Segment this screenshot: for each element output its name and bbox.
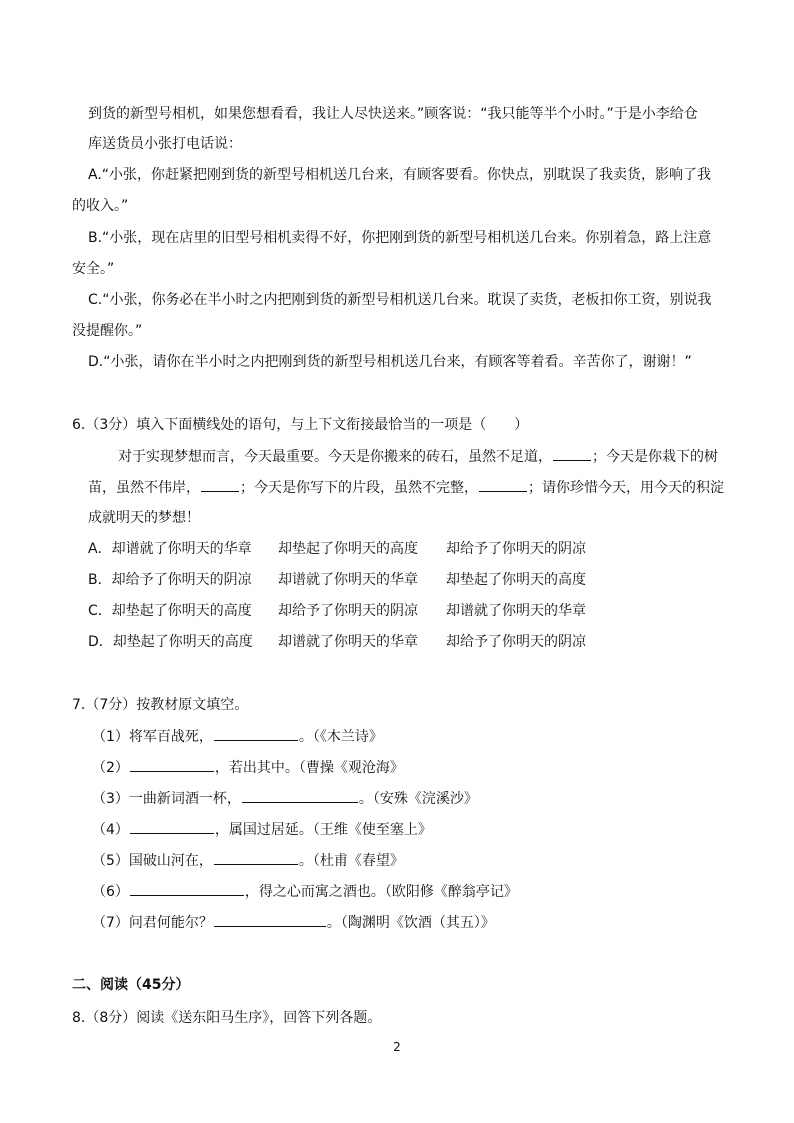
q7-item-1-source: 。（《木兰诗》 <box>298 729 383 745</box>
q7-item-6-source: ，得之心而寓之酒也。（欧阳修《醉翁亭记》 <box>244 884 518 900</box>
q6-blank-1[interactable] <box>553 446 591 461</box>
q5-option-a-line1: A.“小张，你赶紧把刚到货的新型号相机送几台来，有顾客要看。你快点，别耽误了我卖货，影响了我 <box>88 167 712 183</box>
q7-blank-3[interactable] <box>242 788 358 803</box>
q6-p2-c: ；请你珍惜今天，用今天的积淀 <box>528 480 724 496</box>
q5-option-c-line2: 没提醒你。” <box>72 323 143 339</box>
q7-blank-7[interactable] <box>214 912 326 927</box>
q6-option-c-col3: 却谱就了你明天的华章 <box>446 603 586 619</box>
q5-option-d: D.“小张，请你在半小时之内把刚到货的新型号相机送几台来，有顾客等着看。辛苦你了，谢谢！” <box>88 354 692 370</box>
q5-option-a-line2: 的收入。” <box>72 198 129 214</box>
q6-option-a-col1: A．却谱就了你明天的华章 <box>88 541 252 557</box>
q6-option-b-col3: 却垫起了你明天的高度 <box>446 572 586 588</box>
q6-option-d-col3: 却给予了你明天的阴凉 <box>446 634 586 650</box>
q7-blank-6[interactable] <box>130 881 244 896</box>
q6-blank-3[interactable] <box>479 477 527 492</box>
q7-item-4-source: ，属国过居延。（王维《使至塞上》 <box>214 822 432 838</box>
q7-blank-2[interactable] <box>130 757 214 772</box>
q7-title: 7.（7分）按教材原文填空。 <box>72 697 249 713</box>
q7-item-4 <box>92 819 432 840</box>
q6-option-a-col3: 却给予了你明天的阴凉 <box>446 541 586 557</box>
q5-option-b-line1: B.“小张，现在店里的旧型号相机卖得不好，你把刚到货的新型号相机送几台来。你别着急，路上注意 <box>88 230 712 246</box>
q6-option-b-col1: B．却给予了你明天的阴凉 <box>88 572 252 588</box>
q7-item-2-source: ，若出其中。（曹操《观沧海》 <box>214 760 404 776</box>
q7-item-7-source: 。（陶渊明《饮酒（其五）》 <box>326 915 495 931</box>
q7-item-6-prefix: （6） <box>92 884 129 900</box>
q7-item-3-prefix: （3）一曲新词酒一杯， <box>92 791 241 807</box>
q7-item-5 <box>92 850 404 871</box>
q7-blank-5[interactable] <box>214 850 298 865</box>
q7-item-4-prefix: （4） <box>92 822 129 838</box>
q7-blank-4[interactable] <box>130 819 214 834</box>
q6-passage-line1 <box>118 446 718 467</box>
q7-item-2-prefix: （2） <box>92 760 129 776</box>
q6-passage-line3: 成就明天的梦想！ <box>88 510 200 526</box>
q6-p1-b: ；今天是你栽下的树 <box>592 449 718 465</box>
q7-item-3-source: 。（安殊《浣溪沙》 <box>358 791 478 807</box>
q6-option-c-col2: 却给予了你明天的阴凉 <box>278 603 418 619</box>
q7-item-1 <box>92 726 383 747</box>
q6-option-c-col1: C．却垫起了你明天的高度 <box>88 603 252 619</box>
q5-option-c-line1: C.“小张，你务必在半小时之内把刚到货的新型号相机送几台来。耽误了卖货，老板扣你工资，别说我 <box>88 292 712 308</box>
q6-passage-line2 <box>88 477 724 498</box>
q7-item-2 <box>92 757 404 778</box>
q7-item-1-prefix: （1）将军百战死， <box>92 729 213 745</box>
q7-blank-1[interactable] <box>214 726 298 741</box>
q6-option-a-col2: 却垫起了你明天的高度 <box>278 541 418 557</box>
q6-option-b-col2: 却谱就了你明天的华章 <box>278 572 418 588</box>
q6-p2-a: 苗，虽然不伟岸， <box>88 480 200 496</box>
q7-item-7-prefix: （7）问君何能尔？ <box>92 915 213 931</box>
page-number: 2 <box>393 1040 401 1054</box>
section-heading-reading: 二、阅读（45分） <box>72 977 190 993</box>
q7-item-6 <box>92 881 518 902</box>
q6-title: 6.（3分）填入下面横线处的语句，与上下文衔接最恰当的一项是（ ） <box>72 417 529 433</box>
q6-blank-2[interactable] <box>201 477 239 492</box>
q5-intro-line1: 到货的新型号相机，如果您想看看，我让人尽快送来。”顾客说：“我只能等半个小时。”于是小李给仓 <box>88 106 698 122</box>
q7-item-5-source: 。（杜甫《春望》 <box>298 853 404 869</box>
q5-option-b-line2: 安全。” <box>72 261 115 277</box>
q6-option-d-col1: D．却垫起了你明天的高度 <box>88 634 253 650</box>
q7-item-5-prefix: （5）国破山河在， <box>92 853 213 869</box>
q6-p1-a: 对于实现梦想而言，今天最重要。今天是你搬来的砖石，虽然不足道， <box>118 449 552 465</box>
q6-option-d-col2: 却谱就了你明天的华章 <box>278 634 418 650</box>
q6-p2-b: ；今天是你写下的片段，虽然不完整， <box>240 480 478 496</box>
q7-item-7 <box>92 912 495 933</box>
q8-title: 8.（8分）阅读《送东阳马生序》，回答下列各题。 <box>72 1010 382 1026</box>
q5-intro-line2: 库送货员小张打电话说： <box>88 136 242 152</box>
q7-item-3 <box>92 788 478 809</box>
